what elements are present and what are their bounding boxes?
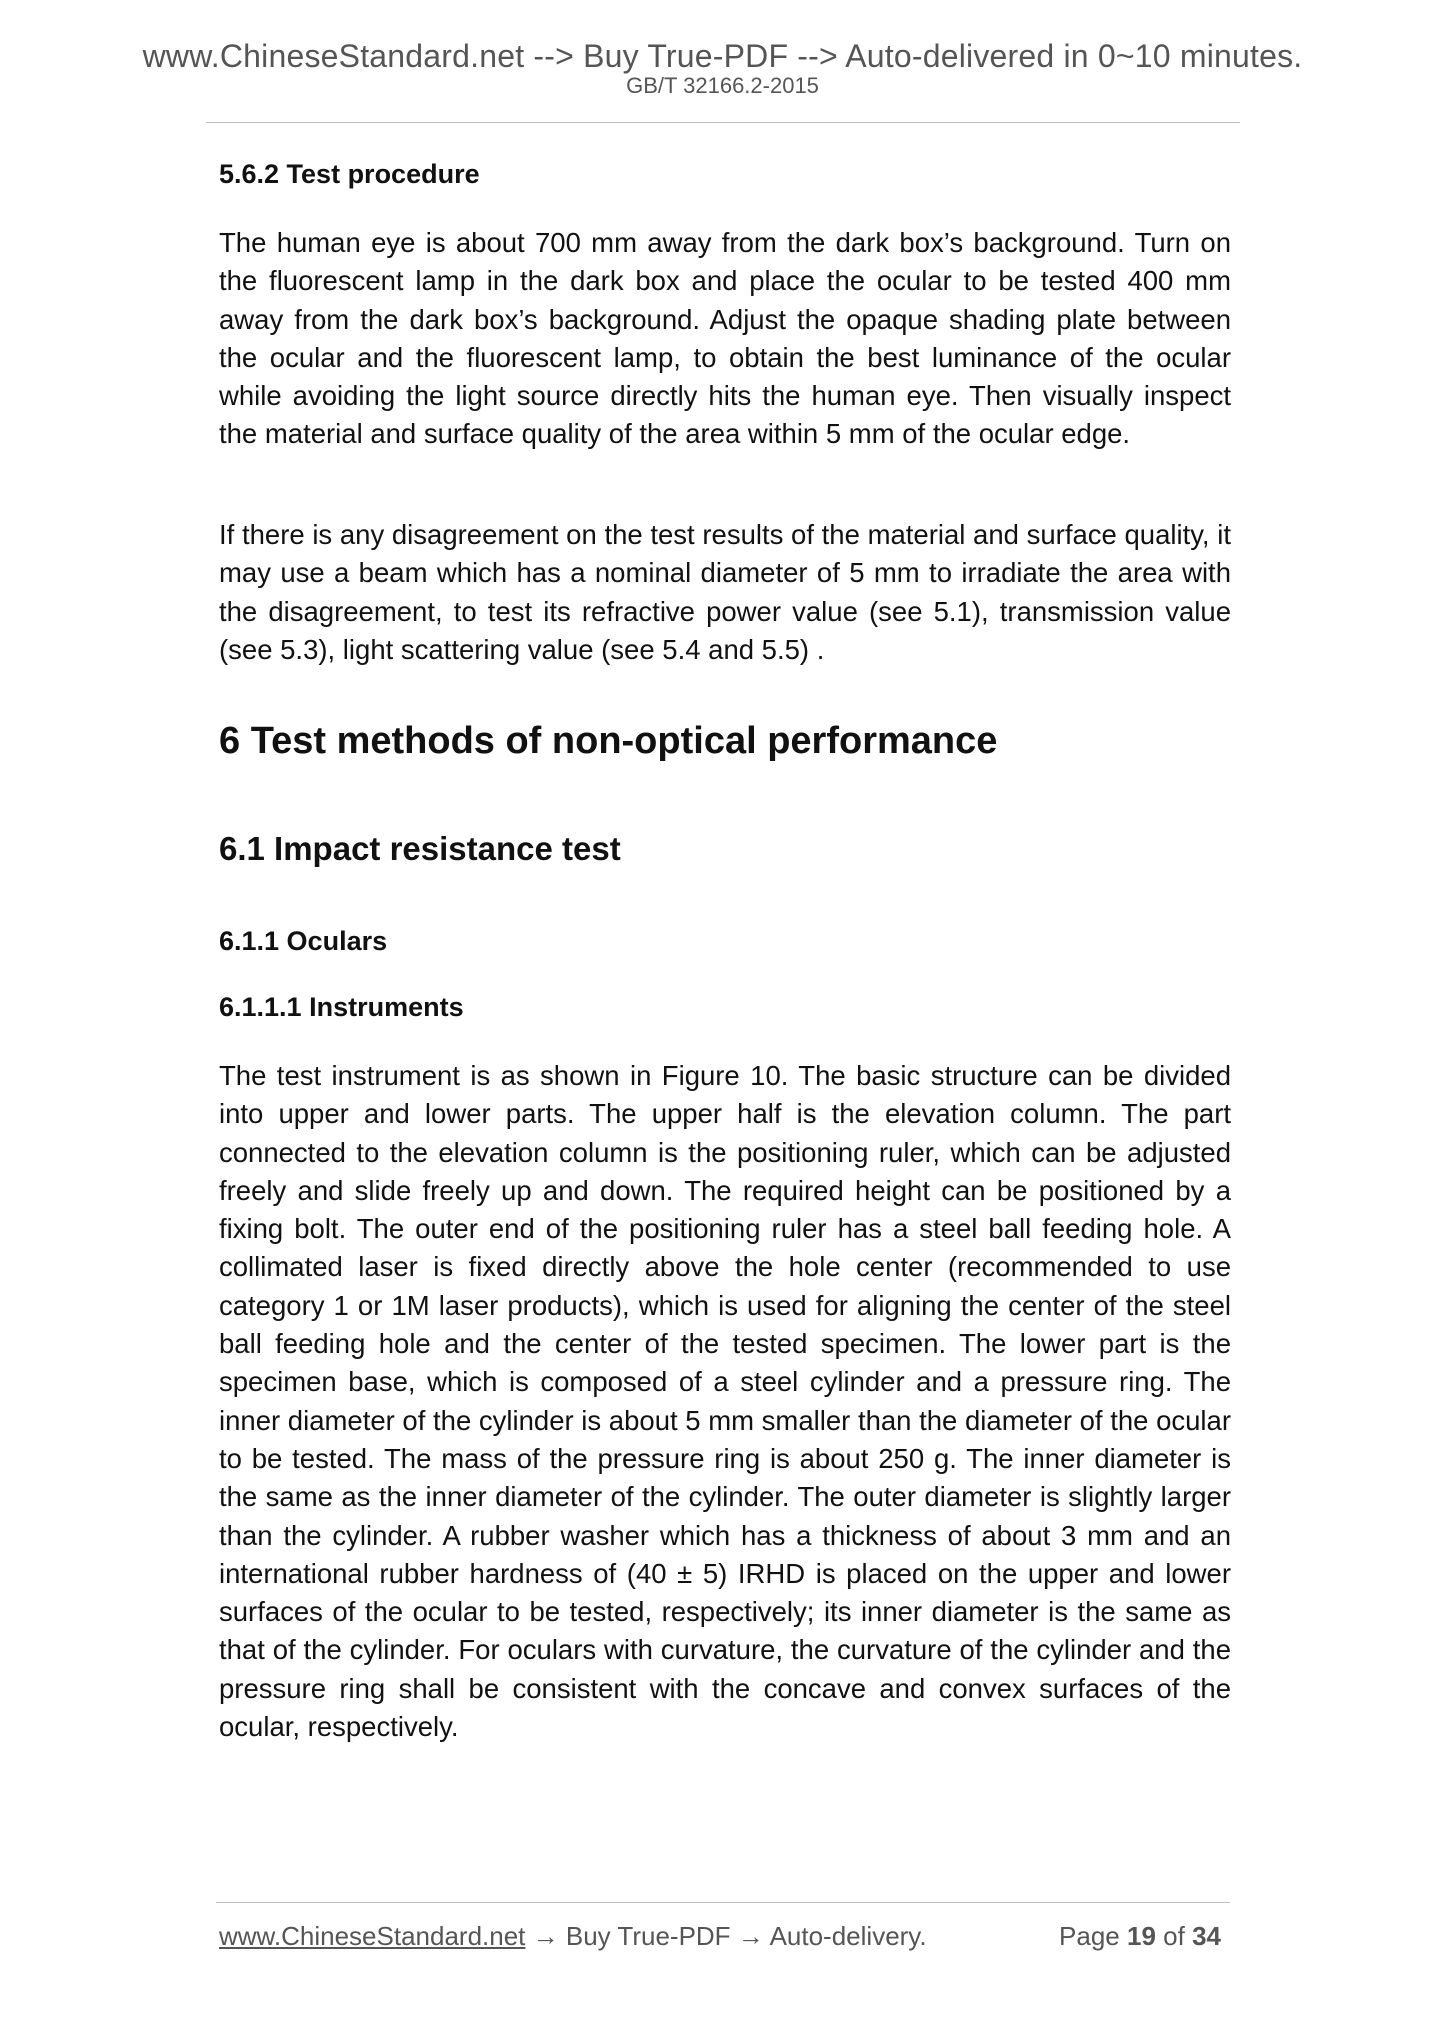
footer-divider [216,1902,1230,1903]
of-word: of [1163,1921,1185,1951]
top-banner: www.ChineseStandard.net --> Buy True-PDF --> Auto-delivered in 0~10 minutes. [142,38,1303,74]
footer-promo [219,1919,927,1953]
paragraph-disagreement: If there is any disagreement on the test results of the material and surface quality, it may use a beam which has a nominal diameter of 5 mm to irradiate the area with the disagreement, to test its refractive power value (see 5.1), transmission value (see 5.3), light scattering value (see 5.4 and 5.5) . [219,519,1231,665]
header-divider [206,122,1240,123]
heading-6-1: 6.1 Impact resistance test [219,830,621,867]
footer-tagline: → Buy True-PDF → Auto-delivery. [525,1921,927,1951]
paragraph-instruments: The test instrument is as shown in Figure 10. The basic structure can be divided into upper and lower parts. The upper half is the elevation column. The part connected to the elevation column is the positioning ruler, which can be adjusted freely and slide freely up and down. The required height can be positioned by a fixing bolt. The outer end of the positioning ruler has a steel ball feeding hole. A collimated laser is fixed directly above the hole center (recommended to use category 1 or 1M laser products), which is used for aligning the center of the steel ball feeding hole and the center of the tested specimen. The lower part is the specimen base, which is composed of a steel cylinder and a pressure ring. The inner diameter of the cylinder is about 5 mm smaller than the diameter of the ocular to be tested. The mass of the pressure ring is about 250 g. The inner diameter is the same as the inner diameter of the cylinder. The outer diameter is slightly larger than the cylinder. A rubber washer which has a thickness of about 3 mm and an international rubber hardness of (40 ± 5) IRHD is placed on the upper and lower surfaces of the ocular to be tested, respectively; its inner diameter is the same as that of the cylinder. For oculars with curvature, the curvature of the cylinder and the pressure ring shall be consistent with the concave and convex surfaces of the ocular, respectively. [219,1060,1231,1743]
current-page: 19 [1127,1921,1156,1951]
standard-number: GB/T 32166.2-2015 [626,73,819,98]
page-footer [219,1919,1231,1953]
heading-6-1-1: 6.1.1 Oculars [219,926,388,956]
total-pages: 34 [1192,1921,1221,1951]
heading-section-6: 6 Test methods of non-optical performance [219,720,998,762]
paragraph-test-procedure: The human eye is about 700 mm away from the dark box’s background. Turn on the fluorescent lamp in the dark box and place the ocular to be tested 400 mm away from the dark box’s background. Adjust the opaque shading plate between the ocular and the fluorescent lamp, to obtain the best luminance of the ocular while avoiding the light source directly hits the human eye. Then visually inspect the material and surface quality of the area within 5 mm of the ocular edge. [219,227,1231,450]
page-word: Page [1059,1921,1120,1951]
heading-5-6-2: 5.6.2 Test procedure [219,159,480,189]
page-number [1059,1919,1221,1953]
heading-6-1-1-1: 6.1.1.1 Instruments [219,992,464,1022]
footer-site-link[interactable]: www.ChineseStandard.net [219,1921,526,1951]
